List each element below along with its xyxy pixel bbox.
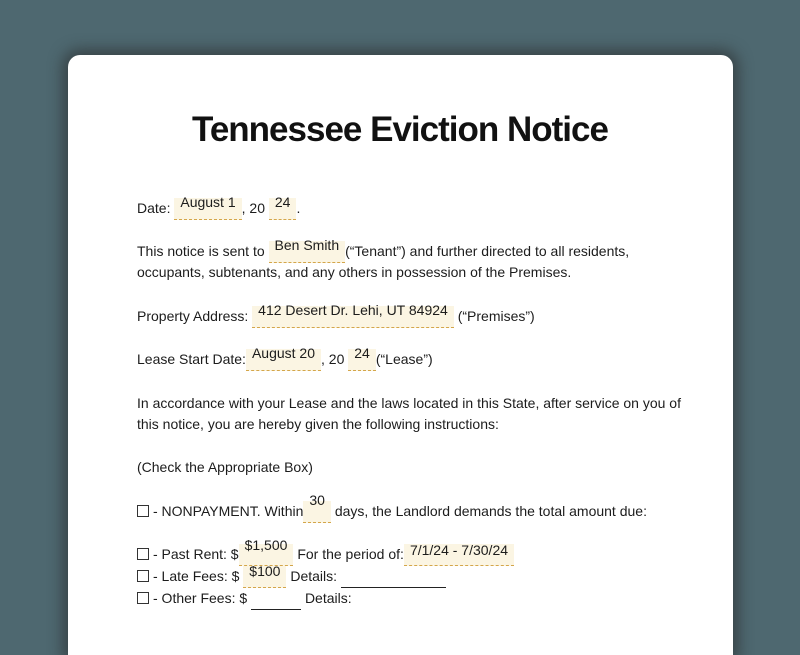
date-year-field[interactable]: 24 [269, 198, 297, 220]
lease-post: (“Lease”) [375, 351, 433, 367]
late-fees-checkbox[interactable] [137, 570, 149, 582]
check-note: (Check the Appropriate Box) [137, 459, 313, 475]
property-address-field[interactable]: 412 Desert Dr. Lehi, UT 84924 [252, 306, 454, 328]
nonpayment-pre: - NONPAYMENT. Within [153, 503, 304, 519]
nonpayment-checkbox[interactable] [137, 505, 149, 517]
nonpayment-post: days, the Landlord demands the total amount due: [334, 503, 647, 519]
nonpayment-days-field[interactable]: 30 [303, 501, 331, 523]
date-sep: , 20 [241, 200, 265, 216]
date-label: Date: [137, 200, 171, 216]
late-fees-pre: - Late Fees: $ [153, 568, 240, 584]
page-title: Tennessee Eviction Notice [192, 110, 608, 149]
other-fees-line [137, 588, 352, 610]
late-fees-details-label: Details: [290, 568, 338, 584]
past-rent-period-field[interactable]: 7/1/24 - 7/30/24 [404, 544, 514, 566]
lease-line [137, 345, 433, 371]
date-line [137, 194, 301, 220]
other-fees-amount-field[interactable] [251, 588, 301, 610]
other-fees-details-label: Details: [304, 590, 352, 606]
past-rent-line [137, 537, 514, 566]
period: . [296, 200, 301, 216]
lease-year-field[interactable]: 24 [348, 349, 376, 371]
tenant-pre: This notice is sent to [137, 243, 265, 259]
tenant-name-field[interactable]: Ben Smith [269, 241, 346, 263]
late-fees-amount-field[interactable]: $100 [243, 566, 286, 588]
tenant-post: (“Tenant”) and further directed to all residents, [345, 243, 630, 259]
late-fees-line [137, 563, 446, 588]
lease-label: Lease Start Date: [137, 351, 246, 367]
nonpayment-line [137, 492, 647, 523]
past-rent-amount-field[interactable]: $1,500 [239, 544, 294, 566]
accordance-line-2: this notice, you are hereby given the following instructions: [137, 416, 499, 432]
period-label: For the period of: [297, 546, 404, 562]
late-fees-details-field[interactable] [341, 566, 446, 588]
tenant-line-2: occupants, subtenants, and any others in possession of the Premises. [137, 264, 572, 280]
past-rent-checkbox[interactable] [137, 548, 149, 560]
other-fees-checkbox[interactable] [137, 592, 149, 604]
property-post: (“Premises”) [457, 308, 535, 324]
other-fees-pre: - Other Fees: $ [153, 590, 248, 606]
tenant-line [137, 237, 630, 263]
past-rent-pre: - Past Rent: $ [153, 546, 239, 562]
property-label: Property Address: [137, 308, 249, 324]
lease-month-day-field[interactable]: August 20 [246, 349, 321, 371]
accordance-line-1: In accordance with your Lease and the laws located in this State, after service on you of [137, 395, 681, 411]
date-month-day-field[interactable]: August 1 [174, 198, 241, 220]
property-line [137, 302, 535, 328]
lease-sep: , 20 [321, 351, 345, 367]
